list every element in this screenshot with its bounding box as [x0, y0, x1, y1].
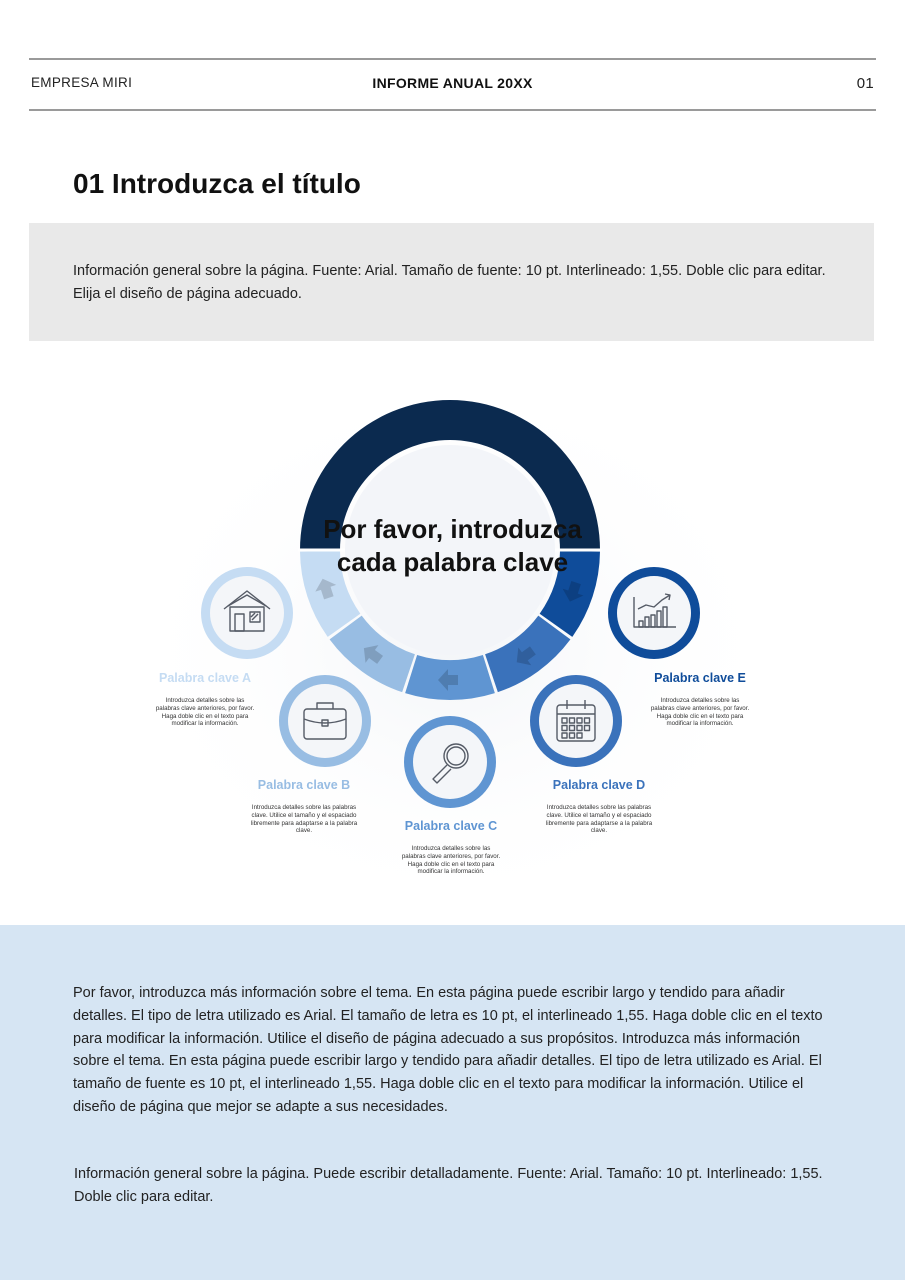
keyword-a-title[interactable]: Palabra clave A: [159, 671, 251, 685]
intro-text[interactable]: Información general sobre la página. Fuente: Arial. Tamaño de fuente: 10 pt. Interlineado: 1,55. Doble clic para editar. Elija el diseño de página adecuado.: [73, 263, 826, 302]
report-title: INFORME ANUAL 20XX: [372, 75, 533, 91]
keyword-c-description[interactable]: Introduzca detalles sobre las palabras clave anteriores, por favor. Haga doble clic en el texto para modificar la información.: [401, 845, 501, 876]
company-name: EMPRESA MIRI: [31, 75, 133, 90]
keyword-d-title[interactable]: Palabra clave D: [552, 778, 646, 792]
keyword-ring-graphic: [0, 380, 905, 920]
keyword-badge-e: [608, 567, 700, 659]
keyword-e-title[interactable]: Palabra clave E: [654, 671, 746, 685]
keyword-b-description[interactable]: Introduzca detalles sobre las palabras clave. Utilice el tamaño y el espaciado libremente para adaptarse a la palabra clave.: [250, 804, 358, 835]
header-bottom-rule: [29, 109, 876, 111]
center-keyword-prompt[interactable]: Por favor, introduzca cada palabra clave: [323, 514, 582, 577]
keyword-c-title[interactable]: Palabra clave C: [404, 819, 498, 833]
intro-box: [29, 223, 874, 341]
detail-paragraph[interactable]: Por favor, introduzca más información sobre el tema. En esta página puede escribir largo y tendido para añadir detalles. El tipo de letra utilizado es Arial. El tamaño de letra es 10 pt, el interlineado 1,55. Haga doble clic en el texto para modificar la información. Utilice el diseño de página adecuado a sus propósitos. Introduzca más información sobre el tema. En esta página puede escribir largo y tendido para añadir detalles. El tipo de letra utilizado es Arial. El tamaño de fuente es 10 pt, el interlineado 1,55. Haga doble clic en el texto para modificar la información. Utilice el diseño de página que mejor se adapte a sus necesidades.: [73, 985, 823, 1115]
keyword-badge-a: [201, 567, 293, 659]
keyword-b-title[interactable]: Palabra clave B: [257, 778, 351, 792]
keyword-d-description[interactable]: Introduzca detalles sobre las palabras clave. Utilice el tamaño y el espaciado libremente para adaptarse a la palabra clave.: [545, 804, 653, 835]
page-title[interactable]: 01 Introduzca el título: [73, 168, 361, 199]
keyword-diagram: [0, 380, 905, 920]
keyword-e-description[interactable]: Introduzca detalles sobre las palabras clave anteriores, por favor. Haga doble clic en el texto para modificar la información.: [650, 697, 750, 728]
summary-paragraph[interactable]: Información general sobre la página. Puede escribir detalladamente. Fuente: Arial. Tamaño: 10 pt. Interlineado: 1,55. Doble clic para editar.: [74, 1166, 823, 1205]
keyword-a-description[interactable]: Introduzca detalles sobre las palabras clave anteriores, por favor. Haga doble clic en el texto para modificar la información.: [155, 697, 255, 728]
keyword-badge-b: [279, 675, 371, 767]
keyword-badge-d: [530, 675, 622, 767]
keyword-badge-c: [404, 716, 496, 808]
page-number: 01: [856, 75, 874, 92]
header-top-rule: [29, 58, 876, 60]
bottom-section: [0, 925, 905, 1280]
